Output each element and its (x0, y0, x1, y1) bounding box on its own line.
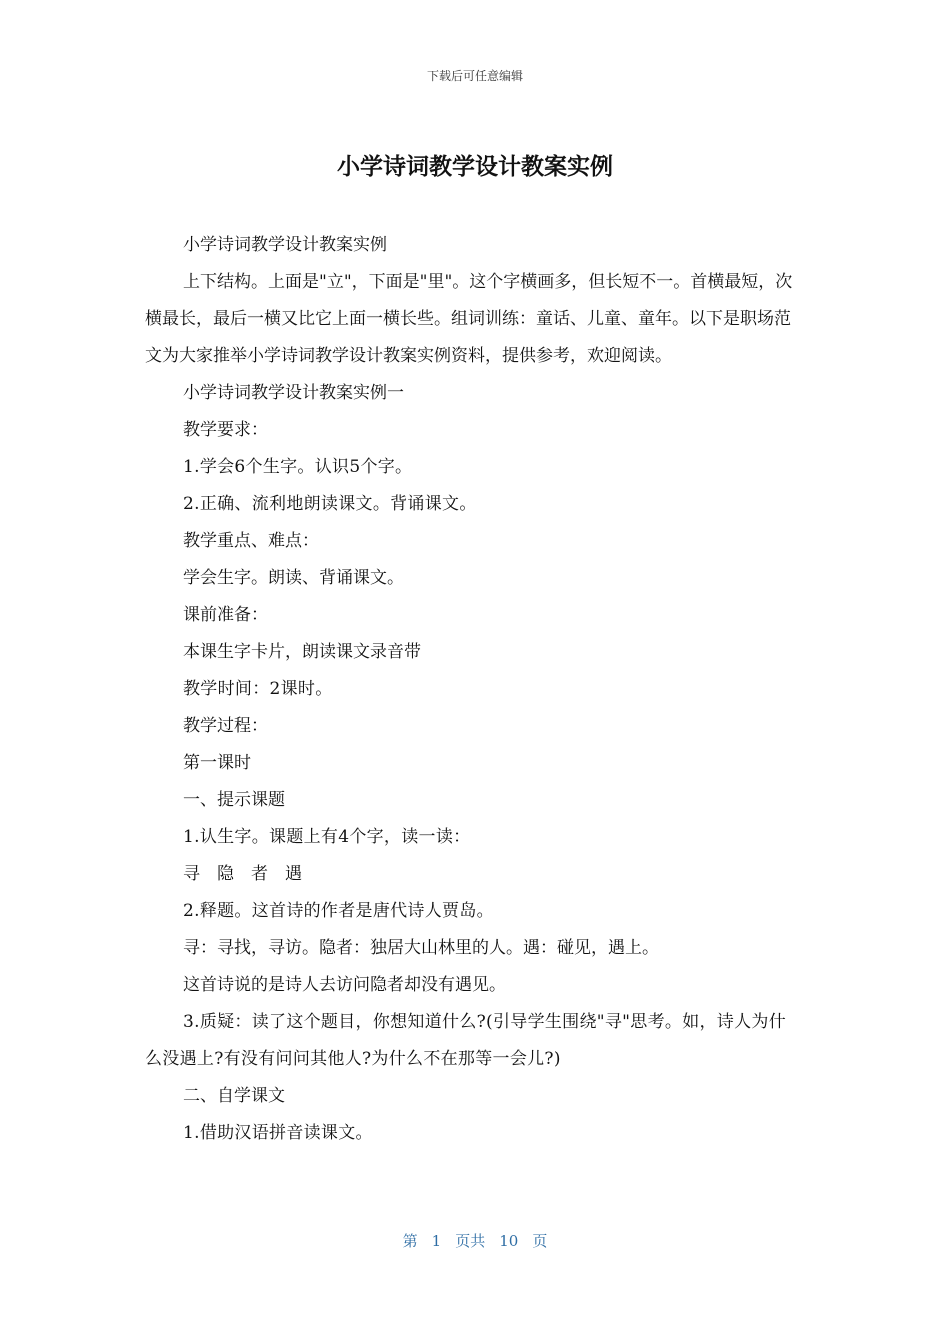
paragraph: 1.认生字。课题上有4个字，读一读： (183, 827, 471, 847)
paragraph: 2.正确、流利地朗读课文。背诵课文。 (183, 494, 477, 514)
paragraph: 教学重点、难点： (183, 531, 319, 551)
paragraph: 教学过程： (183, 716, 268, 736)
paragraph: 教学要求： (183, 420, 268, 440)
paragraph: 1.学会6个生字。认识5个字。 (183, 457, 413, 477)
paragraph: 学会生字。朗读、背诵课文。 (183, 568, 404, 588)
document-title: 小学诗词教学设计教案实例 (337, 154, 613, 180)
paragraph: 本课生字卡片，朗读课文录音带 (183, 642, 421, 662)
paragraph: 课前准备： (183, 605, 268, 625)
page-footer (0, 1230, 950, 1251)
footer-current-page: 1 (431, 1232, 442, 1250)
paragraph: 第一课时 (183, 753, 251, 773)
paragraph: 二、自学课文 (183, 1086, 285, 1106)
paragraph: 寻 隐 者 遇 (183, 864, 302, 884)
paragraph: 教学时间：2课时。 (183, 679, 333, 699)
paragraph: 1.借助汉语拼音读课文。 (183, 1123, 373, 1143)
paragraph: 这首诗说的是诗人去访问隐者却没有遇见。 (183, 975, 506, 995)
paragraph: 3.质疑：读了这个题目，你想知道什么?(引导学生围绕"寻"思考。如，诗人为什么没遇上?有没有问问其他人?为什么不在那等一会儿?) (145, 1012, 787, 1069)
header-note: 下载后可任意编辑 (426, 69, 523, 83)
paragraph: 上下结构。上面是"立"，下面是"里"。这个字横画多，但长短不一。首横最短，次横最长，最后一横又比它上面一横长些。组词训练：童话、儿童、童年。以下是职场范文为大家推举小学诗词教学设计教案实例资料，提供参考，欢迎阅读。 (145, 272, 793, 366)
footer-total-prefix: 页共 (455, 1232, 486, 1250)
paragraph: 2.释题。这首诗的作者是唐代诗人贾岛。 (183, 901, 494, 921)
document-body (145, 227, 800, 1152)
footer-page-label: 第 (402, 1232, 418, 1250)
paragraph: 小学诗词教学设计教案实例 (183, 235, 387, 255)
footer-total-pages: 10 (499, 1232, 519, 1250)
paragraph: 小学诗词教学设计教案实例一 (183, 383, 404, 403)
paragraph: 寻：寻找，寻访。隐者：独居大山林里的人。遇：碰见，遇上。 (183, 938, 659, 958)
paragraph: 一、提示课题 (183, 790, 285, 810)
footer-total-suffix: 页 (532, 1232, 548, 1250)
